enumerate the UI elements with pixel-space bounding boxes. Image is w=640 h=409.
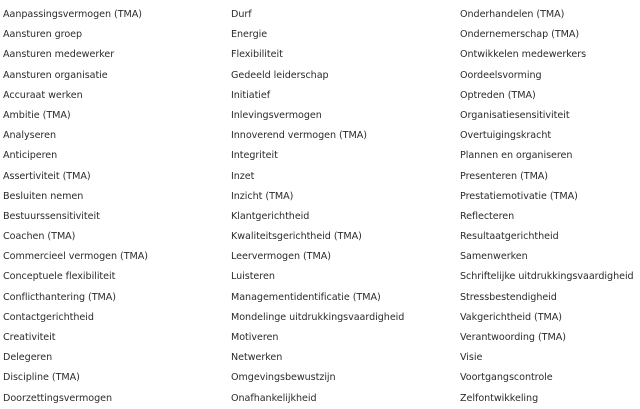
competency-link[interactable]: Reflecteren <box>460 210 515 222</box>
competency-link[interactable]: Coachen (TMA) <box>3 231 76 243</box>
competency-link[interactable]: Aansturen organisatie <box>3 69 108 81</box>
competency-link[interactable]: Durf <box>231 9 252 20</box>
competency-link[interactable]: Aansturen medewerker <box>3 49 115 61</box>
competency-list <box>0 5 640 409</box>
competency-link[interactable]: Ontwikkelen medewerkers <box>460 49 587 61</box>
competency-link[interactable]: Presenteren (TMA) <box>460 170 548 182</box>
competency-link[interactable]: Visie <box>460 352 483 364</box>
competency-link[interactable]: Contactgerichtheid <box>3 311 94 323</box>
competency-link[interactable]: Netwerken <box>231 352 283 364</box>
competency-link[interactable]: Conceptuele flexibiliteit <box>3 271 116 283</box>
competency-column-3 <box>460 5 640 409</box>
competency-link[interactable]: Besluiten nemen <box>3 190 84 202</box>
competency-link[interactable]: Omgevingsbewustzijn <box>231 372 336 384</box>
competency-link[interactable]: Klantgerichtheid <box>231 210 310 222</box>
competency-link[interactable]: Aanpassingsvermogen (TMA) <box>3 9 142 20</box>
competency-link[interactable]: Zelfontwikkeling <box>460 392 539 404</box>
competency-link[interactable]: Inzet <box>231 170 255 182</box>
competency-link[interactable]: Overtuigingskracht <box>460 130 552 142</box>
competency-column-2 <box>231 5 460 409</box>
competency-link[interactable]: Ondernemerschap (TMA) <box>460 29 580 41</box>
competency-link[interactable]: Inzicht (TMA) <box>231 190 294 202</box>
competency-link[interactable]: Analyseren <box>3 130 56 142</box>
competency-link[interactable]: Leervermogen (TMA) <box>231 251 331 263</box>
competency-link[interactable]: Onderhandelen (TMA) <box>460 9 565 20</box>
competency-link[interactable]: Resultaatgerichtheid <box>460 231 559 243</box>
competency-link[interactable]: Assertiviteit (TMA) <box>3 170 91 182</box>
competency-link[interactable]: Managementidentificatie (TMA) <box>231 291 381 303</box>
competency-column-1 <box>0 5 231 409</box>
competency-link[interactable]: Schriftelijke uitdrukkingsvaardigheid <box>460 271 634 283</box>
competency-link[interactable]: Anticiperen <box>3 150 58 162</box>
competency-link[interactable]: Flexibiliteit <box>231 49 283 61</box>
competency-link[interactable]: Gedeeld leiderschap <box>231 69 329 81</box>
competency-link[interactable]: Vakgerichtheid (TMA) <box>460 311 562 323</box>
competency-link[interactable]: Plannen en organiseren <box>460 150 573 162</box>
competency-link[interactable]: Organisatiesensitiviteit <box>460 109 570 121</box>
competency-link[interactable]: Samenwerken <box>460 251 528 263</box>
competency-link[interactable]: Conflicthantering (TMA) <box>3 291 116 303</box>
competency-link[interactable]: Innoverend vermogen (TMA) <box>231 130 367 142</box>
competency-link[interactable]: Verantwoording (TMA) <box>460 332 566 343</box>
competency-link[interactable]: Integriteit <box>231 150 278 162</box>
competency-link[interactable]: Bestuurssensitiviteit <box>3 210 100 222</box>
competency-link[interactable]: Energie <box>231 29 268 41</box>
competency-link[interactable]: Initiatief <box>231 89 271 101</box>
competency-link[interactable]: Motiveren <box>231 332 279 343</box>
competency-link[interactable]: Prestatiemotivatie (TMA) <box>460 190 578 202</box>
competency-link[interactable]: Discipline (TMA) <box>3 372 80 384</box>
competency-link[interactable]: Doorzettingsvermogen <box>3 392 113 404</box>
competency-link[interactable]: Aansturen groep <box>3 29 83 41</box>
competency-link[interactable]: Optreden (TMA) <box>460 89 536 101</box>
competency-link[interactable]: Delegeren <box>3 352 53 364</box>
competency-link[interactable]: Accuraat werken <box>3 89 83 101</box>
competency-link[interactable]: Kwaliteitsgerichtheid (TMA) <box>231 231 362 243</box>
competency-link[interactable]: Stressbestendigheid <box>460 291 557 303</box>
competency-link[interactable]: Commercieel vermogen (TMA) <box>3 251 148 263</box>
competency-link[interactable]: Onafhankelijkheid <box>231 392 317 404</box>
competency-link[interactable]: Voortgangscontrole <box>460 372 553 384</box>
competency-link[interactable]: Mondelinge uitdrukkingsvaardigheid <box>231 311 405 323</box>
competency-link[interactable]: Ambitie (TMA) <box>3 109 71 121</box>
competency-link[interactable]: Luisteren <box>231 271 275 283</box>
competency-link[interactable]: Creativiteit <box>3 332 56 343</box>
competency-link[interactable]: Oordeelsvorming <box>460 69 542 81</box>
competency-link[interactable]: Inlevingsvermogen <box>231 109 322 121</box>
